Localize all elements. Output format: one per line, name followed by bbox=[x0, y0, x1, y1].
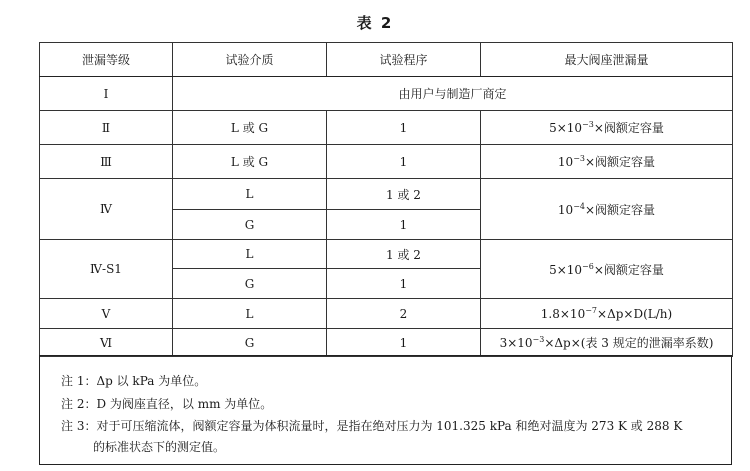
leakage-coefficient: 1.8×10 bbox=[540, 307, 586, 321]
notes-box bbox=[39, 355, 732, 465]
leakage-exponent: −7 bbox=[585, 306, 598, 315]
leakage-cell bbox=[481, 299, 733, 329]
procedure-cell: 1 或 2 bbox=[327, 240, 481, 269]
leakage-cell bbox=[481, 111, 733, 145]
medium-cell: L bbox=[173, 179, 327, 210]
grade-cell: Ⅳ bbox=[40, 179, 173, 240]
leakage-unit: ×Δp×D(L/h) bbox=[597, 307, 673, 321]
procedure-cell: 1 bbox=[327, 329, 481, 357]
table-row bbox=[40, 145, 733, 179]
leakage-coefficient: 10 bbox=[557, 202, 574, 217]
table-title: 表 2 bbox=[356, 14, 394, 32]
leakage-cell bbox=[481, 145, 733, 179]
note-3: 注 3：对于可压缩流体，阀额定容量为体积流量时，是指在绝对压力为 101.325 kPa 和绝对温度为 273 K 或 288 K bbox=[61, 419, 683, 433]
grade-cell: Ⅵ bbox=[40, 329, 173, 357]
medium-cell: L bbox=[173, 240, 327, 269]
header-max-leakage: 最大阀座泄漏量 bbox=[481, 43, 733, 77]
leakage-unit: ×阀额定容量 bbox=[585, 155, 656, 169]
grade-cell: Ⅱ bbox=[40, 111, 173, 145]
medium-cell: L 或 G bbox=[173, 111, 327, 145]
table-row bbox=[40, 111, 733, 145]
procedure-cell: 1 bbox=[327, 269, 481, 299]
grade-cell: Ⅳ-S1 bbox=[40, 240, 173, 299]
leakage-exponent: −6 bbox=[582, 261, 594, 271]
leakage-unit: ×阀额定容量 bbox=[593, 121, 664, 135]
leakage-exponent: −3 bbox=[582, 120, 594, 129]
header-row bbox=[40, 43, 733, 77]
note-3-continuation: 的标准状态下的测定值。 bbox=[93, 440, 226, 454]
leakage-coefficient: 10 bbox=[557, 155, 574, 169]
procedure-cell: 1 bbox=[327, 210, 481, 240]
leakage-coefficient: 5×10 bbox=[549, 121, 583, 135]
leakage-unit: ×阀额定容量 bbox=[593, 262, 664, 277]
grade-cell: Ⅲ bbox=[40, 145, 173, 179]
merged-cell: 由用户与制造厂商定 bbox=[173, 77, 733, 111]
leakage-cell bbox=[481, 179, 733, 240]
leakage-unit: ×Δp×(表 3 规定的泄漏率系数) bbox=[544, 336, 714, 350]
leakage-cell bbox=[481, 329, 733, 357]
leakage-table bbox=[39, 42, 733, 357]
header-grade: 泄漏等级 bbox=[40, 43, 173, 77]
procedure-cell: 1 bbox=[327, 145, 481, 179]
leakage-exponent: −4 bbox=[573, 201, 585, 211]
leakage-exponent: −3 bbox=[573, 154, 585, 163]
leakage-unit: ×阀额定容量 bbox=[585, 202, 656, 217]
medium-cell: G bbox=[173, 329, 327, 357]
leakage-cell bbox=[481, 240, 733, 299]
procedure-cell: 2 bbox=[327, 299, 481, 329]
note-1: 注 1：Δp 以 kPa 为单位。 bbox=[61, 374, 207, 388]
leakage-exponent: −3 bbox=[532, 335, 545, 344]
grade-cell: Ⅰ bbox=[40, 77, 173, 111]
note-2: 注 2：D 为阀座直径，以 mm 为单位。 bbox=[61, 397, 273, 411]
procedure-cell: 1 bbox=[327, 111, 481, 145]
procedure-cell: 1 或 2 bbox=[327, 179, 481, 210]
medium-cell: L 或 G bbox=[173, 145, 327, 179]
leakage-coefficient: 5×10 bbox=[549, 262, 583, 277]
grade-cell: Ⅴ bbox=[40, 299, 173, 329]
medium-cell: G bbox=[173, 210, 327, 240]
medium-cell: L bbox=[173, 299, 327, 329]
table-row bbox=[40, 179, 733, 210]
header-procedure: 试验程序 bbox=[327, 43, 481, 77]
medium-cell: G bbox=[173, 269, 327, 299]
table-row bbox=[40, 77, 733, 111]
table-row bbox=[40, 240, 733, 269]
table-row bbox=[40, 329, 733, 357]
header-medium: 试验介质 bbox=[173, 43, 327, 77]
table-row bbox=[40, 299, 733, 329]
leakage-coefficient: 3×10 bbox=[499, 336, 533, 350]
